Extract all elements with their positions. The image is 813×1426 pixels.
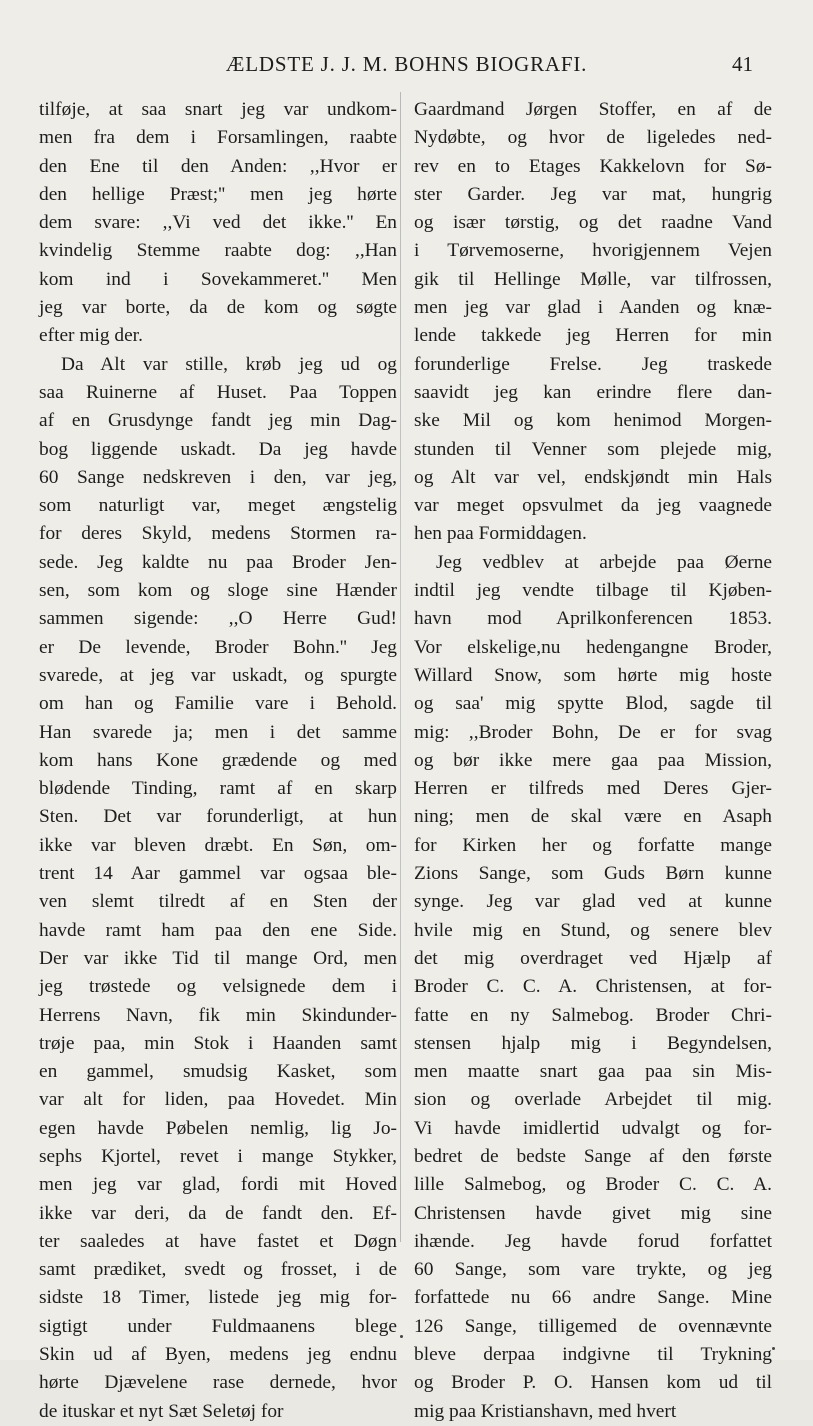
text-line: den Ene til den Anden: ,,Hvor er — [39, 155, 397, 177]
text-line: efter mig der. — [39, 325, 143, 347]
text-line: for deres Skyld, medens Stormen ra- — [39, 523, 397, 545]
text-line: havn mod Aprilkonferencen 1853. — [414, 608, 772, 630]
text-line: bleve derpaa indgivne til Trykning — [414, 1344, 772, 1366]
text-line: Willard Snow, som hørte mig hoste — [414, 664, 772, 686]
print-speck — [400, 1335, 403, 1338]
text-line: og Alt var vel, endskjøndt min Hals — [414, 466, 772, 488]
text-line: trent 14 Aar gammel var ogsaa ble- — [39, 863, 397, 885]
text-line: for Kirken her og forfatte mange — [414, 834, 772, 856]
text-line: sephs Kjortel, revet i mange Stykker, — [39, 1145, 397, 1167]
text-line: indtil jeg vendte tilbage til Kjøben- — [414, 580, 772, 602]
text-line: 60 Sange, som vare trykte, og jeg — [414, 1259, 772, 1281]
text-line: ikke var bleven dræbt. En Søn, om- — [39, 834, 397, 856]
text-line: ske Mil og kom henimod Morgen- — [414, 410, 772, 432]
text-line: mig: ,,Broder Bohn, De er for svag — [414, 721, 772, 743]
text-line: ven slemt tilredt af en Sten der — [39, 891, 397, 913]
text-line: tilføje, at saa snart jeg var undkom- — [39, 99, 397, 120]
text-line: Der var ikke Tid til mange Ord, men — [39, 947, 397, 969]
text-line: lende takkede jeg Herren for min — [414, 325, 772, 347]
text-line: mig paa Kristianshavn, med hvert — [414, 1400, 677, 1422]
text-line: 60 Sange nedskreven i den, var jeg, — [39, 466, 397, 488]
text-line: egen havde Pøbelen nemlig, lig Jo- — [39, 1117, 397, 1139]
text-line: Broder C. C. A. Christensen, at for- — [414, 976, 772, 998]
text-line: jeg var borte, da de kom og søgte — [39, 297, 397, 319]
text-line: sigtigt under Fuldmaanens blege — [39, 1315, 397, 1337]
text-line: er De levende, Broder Bohn.'' Jeg — [39, 636, 397, 658]
text-line: fatte en ny Salmebog. Broder Chri- — [414, 1004, 772, 1026]
text-line: saa Ruinerne af Huset. Paa Toppen — [39, 381, 397, 403]
text-line: gik til Hellinge Mølle, var tilfrossen, — [414, 268, 772, 290]
text-line: Sten. Det var forunderligt, at hun — [39, 806, 397, 828]
print-speck — [772, 1347, 775, 1350]
text-line: Jeg vedblev at arbejde paa Øerne — [436, 551, 772, 573]
text-line: blødende Tinding, ramt af en skarp — [39, 778, 397, 800]
text-line: den hellige Præst;'' men jeg hørte — [39, 183, 397, 205]
text-line: af en Grusdynge fandt jeg min Dag- — [39, 410, 397, 432]
text-line: men jeg var glad i Aanden og knæ- — [414, 297, 772, 319]
text-line: men jeg var glad, fordi mit Hoved — [39, 1174, 397, 1196]
text-line: og Broder P. O. Hansen kom ud til — [414, 1372, 772, 1394]
text-line: kvindelig Stemme raabte dog: ,,Han — [39, 240, 397, 262]
text-line: ihænde. Jeg havde forud forfattet — [414, 1230, 772, 1252]
text-line: ikke var deri, da de fandt den. Ef- — [39, 1202, 397, 1224]
text-line: Skin ud af Byen, medens jeg endnu — [39, 1344, 397, 1366]
running-title: ÆLDSTE J. J. M. BOHNS BIOGRAFI. — [225, 52, 588, 76]
text-line: hen paa Formiddagen. — [414, 523, 587, 545]
text-line: Da Alt var stille, krøb jeg ud og — [61, 353, 397, 375]
page-number: 41 — [732, 52, 753, 76]
text-line: Vi havde imidlertid udvalgt og for- — [414, 1117, 772, 1139]
right-text-column — [414, 96, 772, 1426]
text-line: havde ramt ham paa den ene Side. — [39, 919, 397, 941]
left-text-column — [39, 96, 397, 1426]
text-line: hvile mig en Stund, og senere blev — [414, 919, 772, 941]
text-line: det mig overdraget ved Hjælp af — [414, 947, 772, 969]
text-line: lille Salmebog, og Broder C. C. A. — [414, 1174, 772, 1196]
text-line: kom ind i Sovekammeret.'' Men — [39, 268, 397, 290]
text-line: ter saaledes at have fastet et Døgn — [39, 1230, 397, 1252]
text-line: sede. Jeg kaldte nu paa Broder Jen- — [39, 551, 397, 573]
page-header — [0, 52, 813, 82]
text-line: en gammel, smudsig Kasket, som — [39, 1061, 397, 1083]
text-line: men maatte snart gaa paa sin Mis- — [414, 1061, 772, 1083]
text-line: Zions Sange, som Guds Børn kunne — [414, 863, 772, 885]
text-line: var alt for liden, paa Hovedet. Min — [39, 1089, 397, 1111]
text-line: rev en to Etages Kakkelovn for Sø- — [414, 155, 772, 177]
text-line: trøje paa, min Stok i Haanden samt — [39, 1032, 397, 1054]
text-line: som naturligt var, meget ængstelig — [39, 495, 397, 517]
text-line: synge. Jeg var glad ved at kunne — [414, 891, 772, 913]
text-line: i Tørvemoserne, hvorigjennem Vejen — [414, 240, 772, 262]
text-line: svarede, at jeg var uskadt, og spurgte — [39, 664, 397, 686]
text-line: sen, som kom og sloge sine Hænder — [39, 580, 397, 602]
text-line: ning; men de skal være en Asaph — [414, 806, 772, 828]
text-line: Gaardmand Jørgen Stoffer, en af de — [414, 99, 772, 120]
text-line: stunden til Venner som plejede mig, — [414, 438, 772, 460]
column-gutter-rule — [400, 92, 401, 1242]
text-line: saavidt jeg kan erindre flere dan- — [414, 381, 772, 403]
text-line: Herren er tilfreds med Deres Gjer- — [414, 778, 772, 800]
text-line: sidste 18 Timer, listede jeg mig for- — [39, 1287, 397, 1309]
text-line: var meget opsvulmet da jeg vaagnede — [414, 495, 772, 517]
text-line: bedret de bedste Sange af den første — [414, 1145, 772, 1167]
text-line: kom hans Kone grædende og med — [39, 749, 397, 771]
text-line: Herrens Navn, fik min Skindunder- — [39, 1004, 397, 1026]
text-line: samt prædiket, svedt og frosset, i de — [39, 1259, 397, 1281]
text-line: stensen hjalp mig i Begyndelsen, — [414, 1032, 772, 1054]
text-line: hørte Djævelene rase dernede, hvor — [39, 1372, 397, 1394]
text-line: om han og Familie vare i Behold. — [39, 693, 397, 715]
text-line: 126 Sange, tilligemed de ovennævnte — [414, 1315, 772, 1337]
text-line: forunderlige Frelse. Jeg traskede — [414, 353, 772, 375]
text-line: dem svare: ,,Vi ved det ikke.'' En — [39, 212, 397, 234]
text-line: og især tørstig, og det raadne Vand — [414, 212, 772, 234]
text-line: og bør ikke mere gaa paa Mission, — [414, 749, 772, 771]
text-line: Han svarede ja; men i det samme — [39, 721, 397, 743]
text-line: ster Garder. Jeg var mat, hungrig — [414, 183, 772, 205]
text-line: forfattede nu 66 andre Sange. Mine — [414, 1287, 772, 1309]
text-line: Nydøbte, og hvor de ligeledes ned- — [414, 127, 772, 149]
text-line: Christensen havde givet mig sine — [414, 1202, 772, 1224]
text-line: sammen sigende: ,,O Herre Gud! — [39, 608, 397, 630]
text-line: og saa' mig spytte Blod, sagde til — [414, 693, 772, 715]
text-line: jeg trøstede og velsignede dem i — [39, 976, 397, 998]
text-line: Vor elskelige,nu hedengangne Broder, — [414, 636, 772, 658]
text-line: de ituskar et nyt Sæt Seletøj for — [39, 1400, 284, 1422]
text-line: bog liggende uskadt. Da jeg havde — [39, 438, 397, 460]
text-line: sion og overlade Arbejdet til mig. — [414, 1089, 772, 1111]
text-line: men fra dem i Forsamlingen, raabte — [39, 127, 397, 149]
